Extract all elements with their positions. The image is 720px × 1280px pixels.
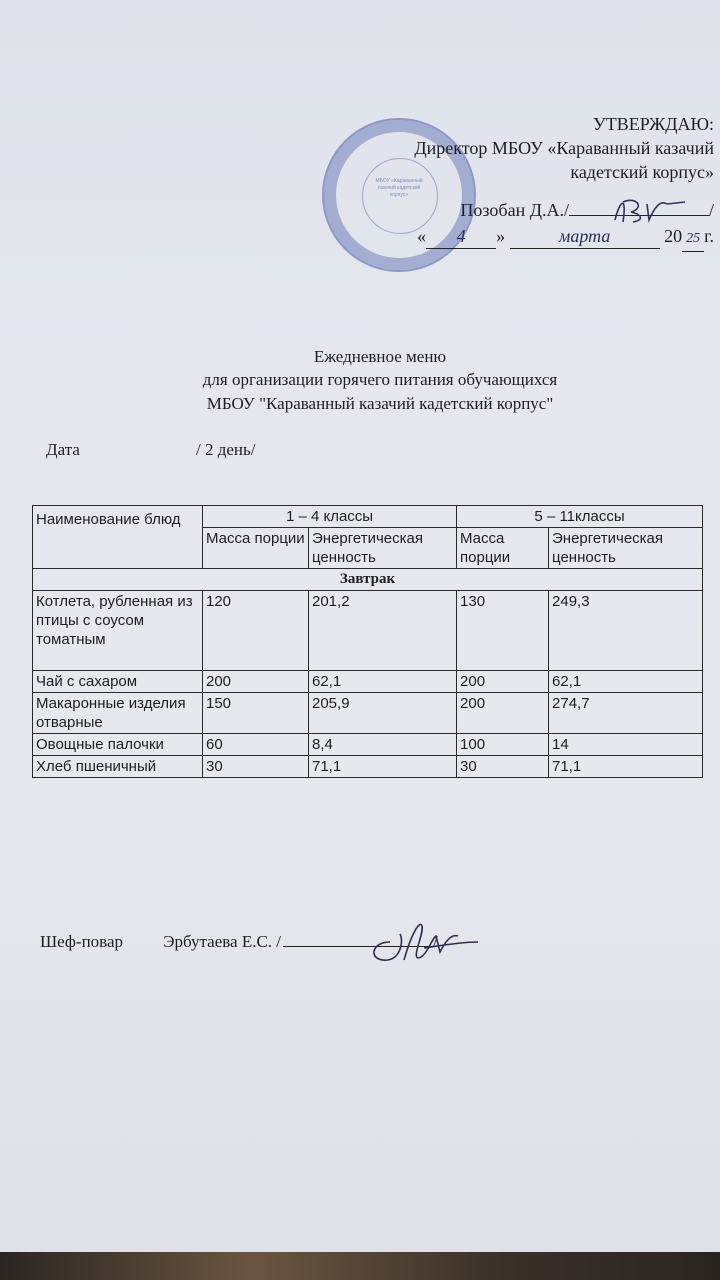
mass-1-4: 60 bbox=[203, 734, 309, 756]
table-row bbox=[33, 693, 703, 734]
energy-1-4: 71,1 bbox=[309, 756, 457, 778]
header-energy-1: Энергетическая ценность bbox=[309, 528, 457, 569]
director-line-1: Директор МБОУ «Караванный казачий bbox=[414, 138, 714, 158]
day-number: / 2 день/ bbox=[196, 440, 256, 459]
table-row bbox=[33, 734, 703, 756]
dish-name: Чай с сахаром bbox=[33, 671, 203, 693]
mass-1-4: 30 bbox=[203, 756, 309, 778]
date-close-quote: » bbox=[496, 226, 506, 246]
director-signature-icon bbox=[575, 190, 705, 235]
mass-1-4: 120 bbox=[203, 591, 309, 671]
header-mass-1: Масса порции bbox=[203, 528, 309, 569]
menu-title-line-2: для организации горячего питания обучающихся bbox=[202, 370, 558, 389]
energy-5-11: 62,1 bbox=[549, 671, 703, 693]
dish-name: Овощные палочки bbox=[33, 734, 203, 756]
date-month: марта bbox=[510, 224, 660, 249]
mass-5-11: 100 bbox=[457, 734, 549, 756]
chef-name: Эрбутаева Е.С. / bbox=[163, 932, 282, 951]
header-mass-2: Масса порции bbox=[457, 528, 549, 569]
chef-end-slash: / bbox=[433, 932, 438, 951]
energy-1-4: 62,1 bbox=[309, 671, 457, 693]
date-day: 4 bbox=[426, 224, 496, 249]
menu-title-line-3: МБОУ "Караванный казачий кадетский корпус" bbox=[206, 394, 554, 413]
mass-5-11: 30 bbox=[457, 756, 549, 778]
date-year-end: г. bbox=[704, 226, 714, 246]
approve-word: УТВЕРЖДАЮ: bbox=[592, 114, 714, 134]
table-row bbox=[33, 591, 703, 671]
mass-5-11: 200 bbox=[457, 693, 549, 734]
date-open-quote: « bbox=[417, 226, 427, 246]
energy-1-4: 8,4 bbox=[309, 734, 457, 756]
director-name: Позобан Д.А./ bbox=[460, 200, 569, 220]
chef-signature-icon bbox=[360, 912, 490, 982]
energy-1-4: 205,9 bbox=[309, 693, 457, 734]
date-row bbox=[46, 440, 256, 460]
dish-name: Макаронные изделия отварные bbox=[33, 693, 203, 734]
date-year-prefix: 20 bbox=[664, 226, 683, 246]
chef-role: Шеф-повар bbox=[40, 932, 124, 951]
mass-5-11: 200 bbox=[457, 671, 549, 693]
energy-5-11: 249,3 bbox=[549, 591, 703, 671]
mass-1-4: 150 bbox=[203, 693, 309, 734]
table-row bbox=[33, 756, 703, 778]
header-dish-name: Наименование блюд bbox=[33, 506, 203, 569]
section-breakfast: Завтрак bbox=[33, 569, 703, 591]
energy-5-11: 14 bbox=[549, 734, 703, 756]
header-group-1-4: 1 – 4 классы bbox=[203, 506, 457, 528]
mass-5-11: 130 bbox=[457, 591, 549, 671]
table-row bbox=[33, 671, 703, 693]
section-row bbox=[33, 569, 703, 591]
signature-end-slash: / bbox=[708, 200, 714, 220]
mass-1-4: 200 bbox=[203, 671, 309, 693]
menu-table bbox=[32, 505, 703, 778]
energy-5-11: 71,1 bbox=[549, 756, 703, 778]
header-energy-2: Энергетическая ценность bbox=[549, 528, 703, 569]
dish-name: Котлета, рубленная из птицы с соусом томатным bbox=[33, 591, 203, 671]
header-group-5-11: 5 – 11классы bbox=[457, 506, 703, 528]
menu-title-line-1: Ежедневное меню bbox=[313, 347, 447, 366]
stamp-text: МБОУ «Караванный казачий кадетский корпус» bbox=[375, 178, 423, 198]
date-year-suffix: 25 bbox=[682, 227, 704, 252]
dish-name: Хлеб пшеничный bbox=[33, 756, 203, 778]
energy-1-4: 201,2 bbox=[309, 591, 457, 671]
energy-5-11: 274,7 bbox=[549, 693, 703, 734]
director-line-2: кадетский корпус» bbox=[570, 162, 714, 182]
date-label: Дата bbox=[46, 440, 80, 459]
table-header-row-1 bbox=[33, 506, 703, 528]
background-floor bbox=[0, 1252, 720, 1280]
